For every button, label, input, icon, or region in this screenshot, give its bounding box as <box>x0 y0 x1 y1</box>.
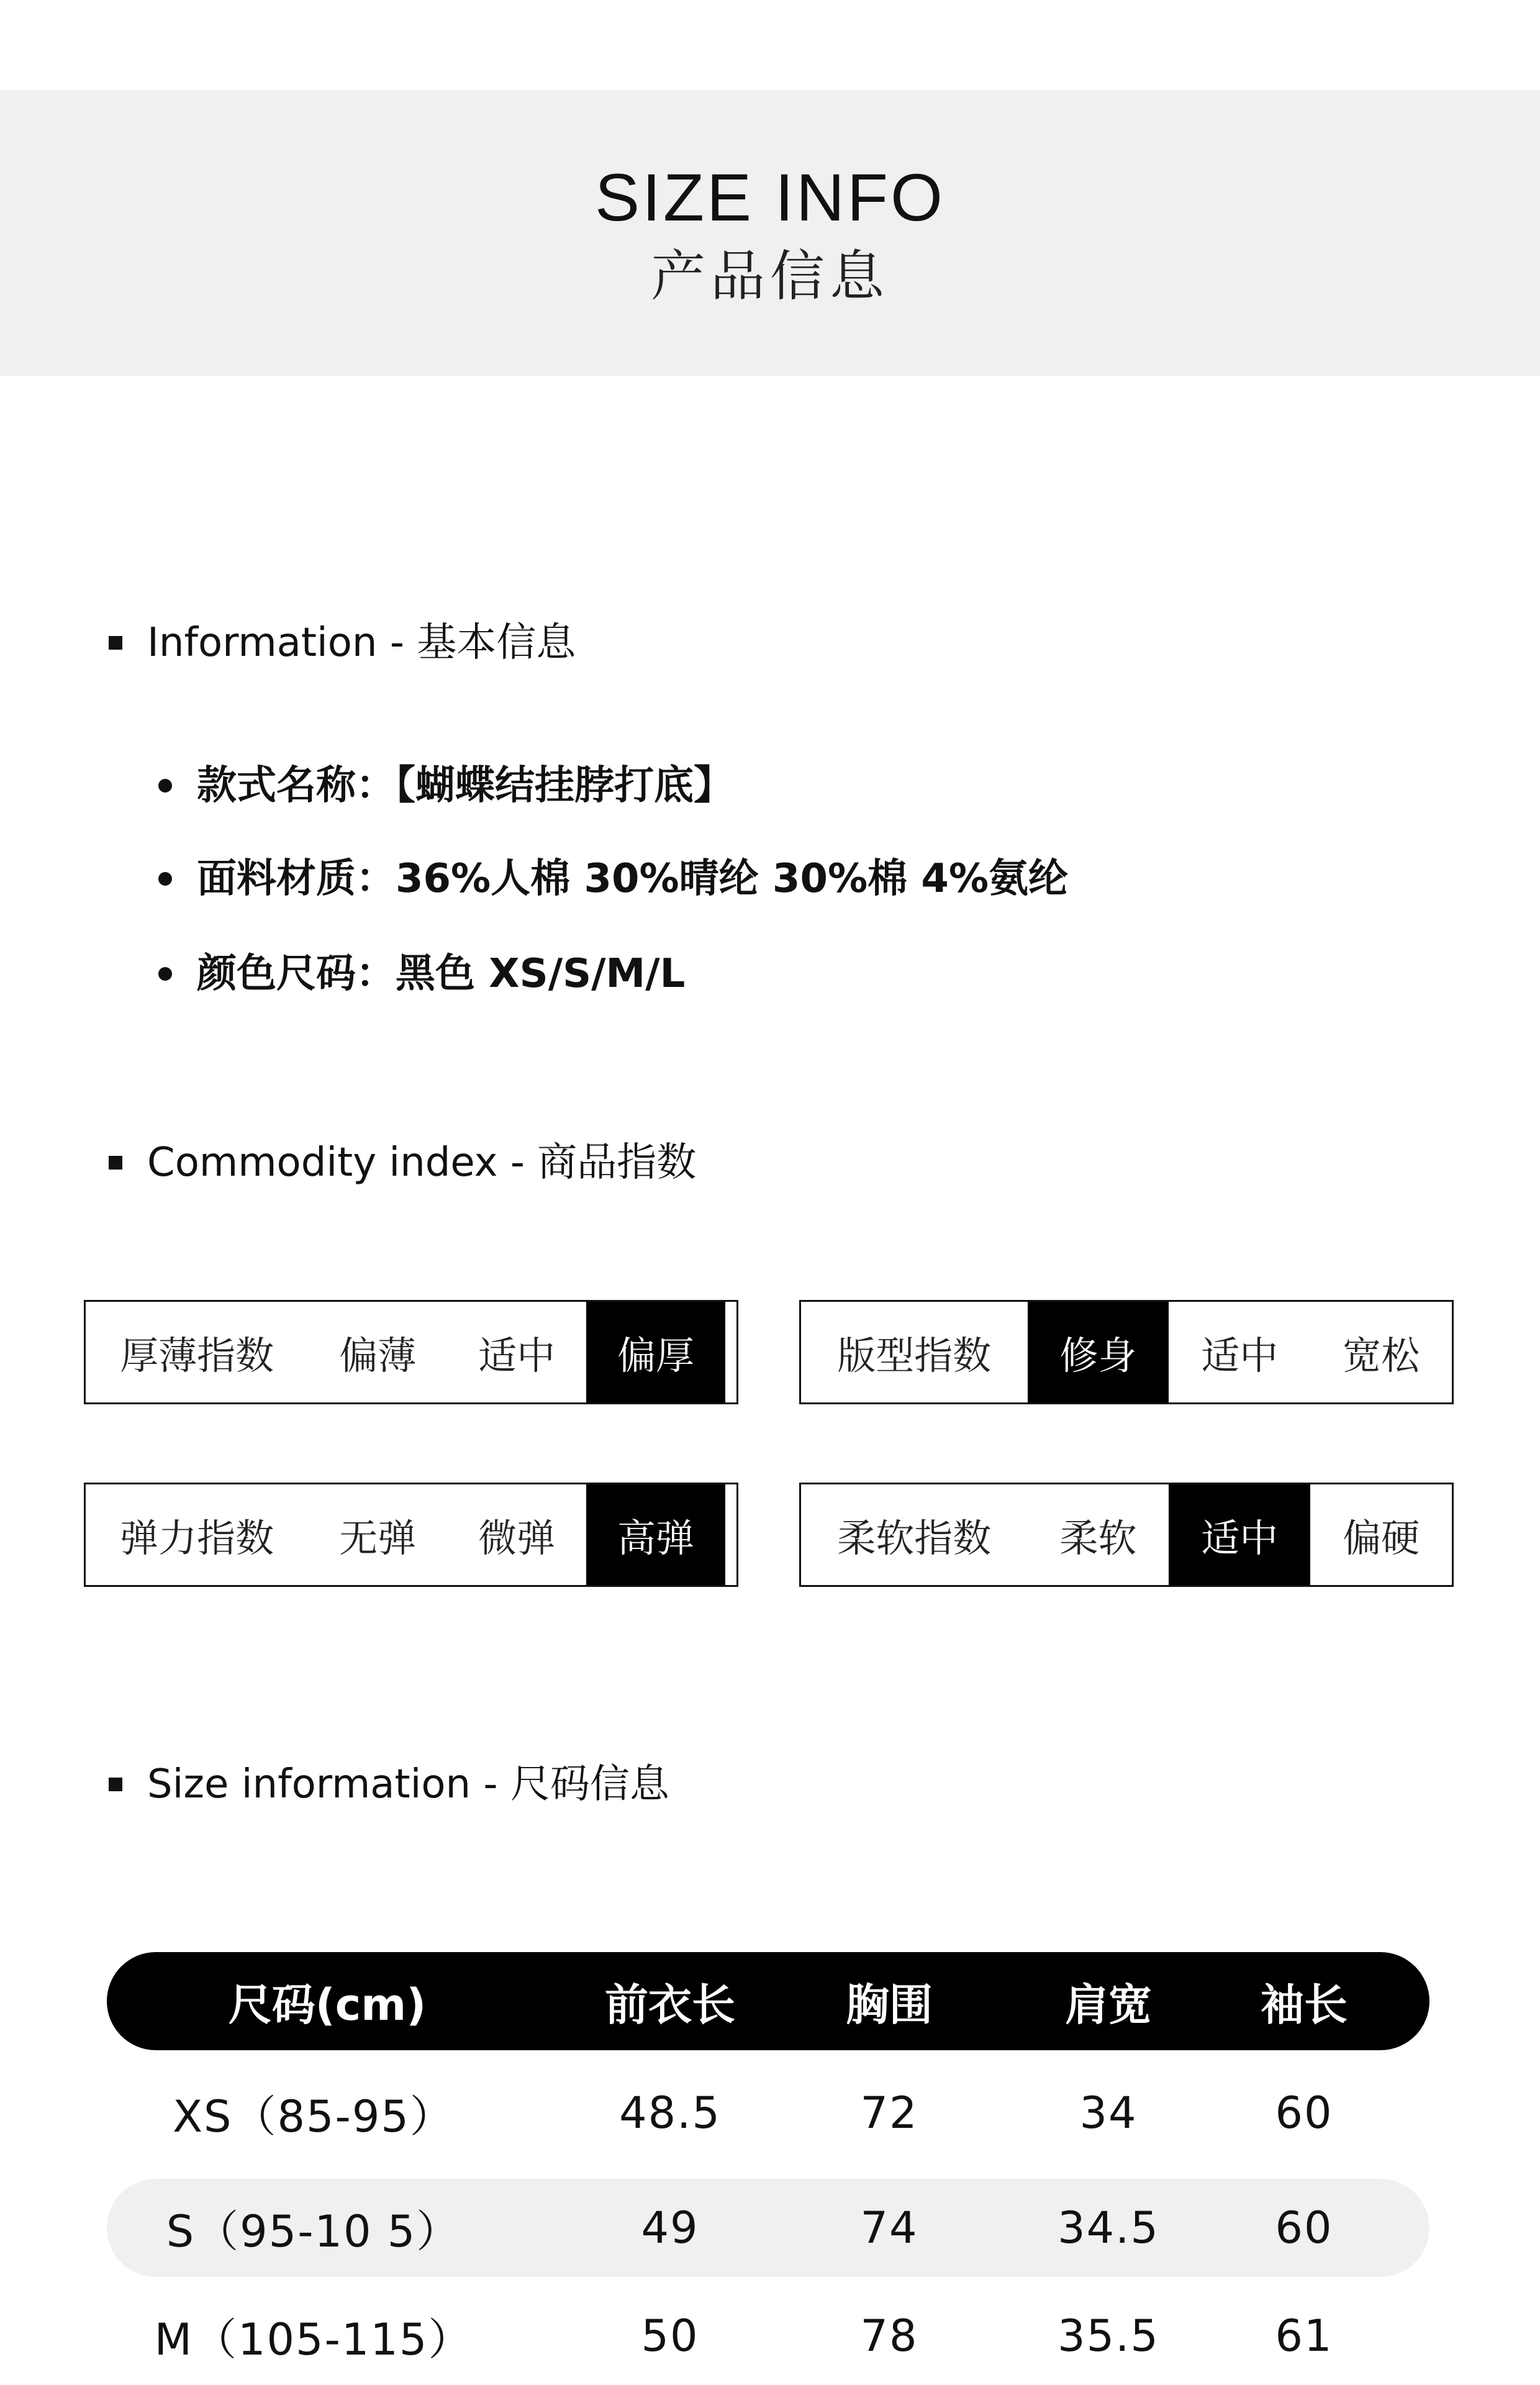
header-cell-size: 尺码(cm) <box>228 1979 427 2030</box>
index-box-fit <box>799 1300 1454 1404</box>
table-row <box>107 2287 1429 2385</box>
index-option: 适中 <box>1201 1332 1279 1378</box>
size-table-header <box>107 1952 1429 2050</box>
header-cell-bust: 胸围 <box>846 1979 933 2030</box>
index-option: 宽松 <box>1343 1332 1420 1378</box>
square-bullet-icon <box>109 1778 122 1791</box>
index-option-selected: 高弹 <box>586 1484 725 1585</box>
section-title-commodity <box>109 1135 696 1191</box>
page-title-cn: 产品信息 <box>650 244 889 308</box>
dot-bullet-icon <box>158 779 172 793</box>
index-option: 偏硬 <box>1343 1515 1420 1561</box>
table-cell: 60 <box>1275 2087 1333 2138</box>
info-item-text: 颜色尺码：黑色 XS/S/M/L <box>197 951 686 997</box>
table-cell: 50 <box>641 2310 699 2361</box>
index-box-thickness <box>84 1300 738 1404</box>
index-label: 版型指数 <box>837 1332 992 1378</box>
section-title-text: Commodity index - 商品指数 <box>147 1140 697 1186</box>
index-label: 厚薄指数 <box>120 1332 274 1378</box>
page-title-en: SIZE INFO <box>594 160 946 235</box>
table-cell: 78 <box>860 2310 918 2361</box>
dot-bullet-icon <box>158 967 172 981</box>
index-option: 适中 <box>478 1332 556 1378</box>
table-cell: 72 <box>860 2087 918 2138</box>
index-box-elasticity <box>84 1483 738 1587</box>
table-cell: 35.5 <box>1058 2310 1159 2361</box>
table-cell: 34 <box>1079 2087 1138 2138</box>
table-cell: 49 <box>641 2202 699 2253</box>
index-option: 偏薄 <box>339 1332 417 1378</box>
table-cell: M（105-115） <box>154 2314 473 2365</box>
table-cell: 74 <box>860 2202 918 2253</box>
index-label: 柔软指数 <box>837 1515 992 1561</box>
info-item-text: 面料材质：36%人棉 30%晴纶 30%棉 4%氨纶 <box>197 856 1069 902</box>
section-title-size <box>109 1756 669 1812</box>
table-cell: 48.5 <box>619 2087 721 2138</box>
index-option: 无弹 <box>339 1515 417 1561</box>
index-spacer <box>725 1484 736 1585</box>
index-option: 柔软 <box>1059 1515 1137 1561</box>
info-item-style-name <box>158 758 733 814</box>
index-option: 微弹 <box>478 1515 556 1561</box>
index-option-selected: 适中 <box>1169 1484 1310 1585</box>
section-title-information <box>109 615 576 671</box>
table-row <box>107 2064 1429 2162</box>
info-item-material <box>158 851 1068 907</box>
header-cell-sleeve: 袖长 <box>1261 1979 1348 2030</box>
header-cell-shoulder: 肩宽 <box>1065 1979 1152 2030</box>
dot-bullet-icon <box>158 872 172 886</box>
index-box-softness <box>799 1483 1454 1587</box>
index-label: 弹力指数 <box>120 1515 274 1561</box>
table-cell: 61 <box>1275 2310 1333 2361</box>
table-cell: S（95-10 5） <box>166 2206 461 2257</box>
section-title-text: Size information - 尺码信息 <box>147 1761 669 1807</box>
table-row <box>107 2179 1429 2277</box>
info-item-color-size <box>158 946 685 1002</box>
index-spacer <box>725 1302 736 1402</box>
section-title-text: Information - 基本信息 <box>147 620 576 666</box>
header-cell-length: 前衣长 <box>605 1979 735 2030</box>
table-cell: 34.5 <box>1058 2202 1159 2253</box>
info-item-text: 款式名称：【蝴蝶结挂脖打底】 <box>197 763 733 809</box>
index-option-selected: 偏厚 <box>586 1302 725 1402</box>
square-bullet-icon <box>109 1156 122 1170</box>
square-bullet-icon <box>109 636 122 650</box>
table-cell: 60 <box>1275 2202 1333 2253</box>
table-cell: XS（85-95） <box>173 2091 455 2142</box>
index-option-selected: 修身 <box>1028 1302 1169 1402</box>
